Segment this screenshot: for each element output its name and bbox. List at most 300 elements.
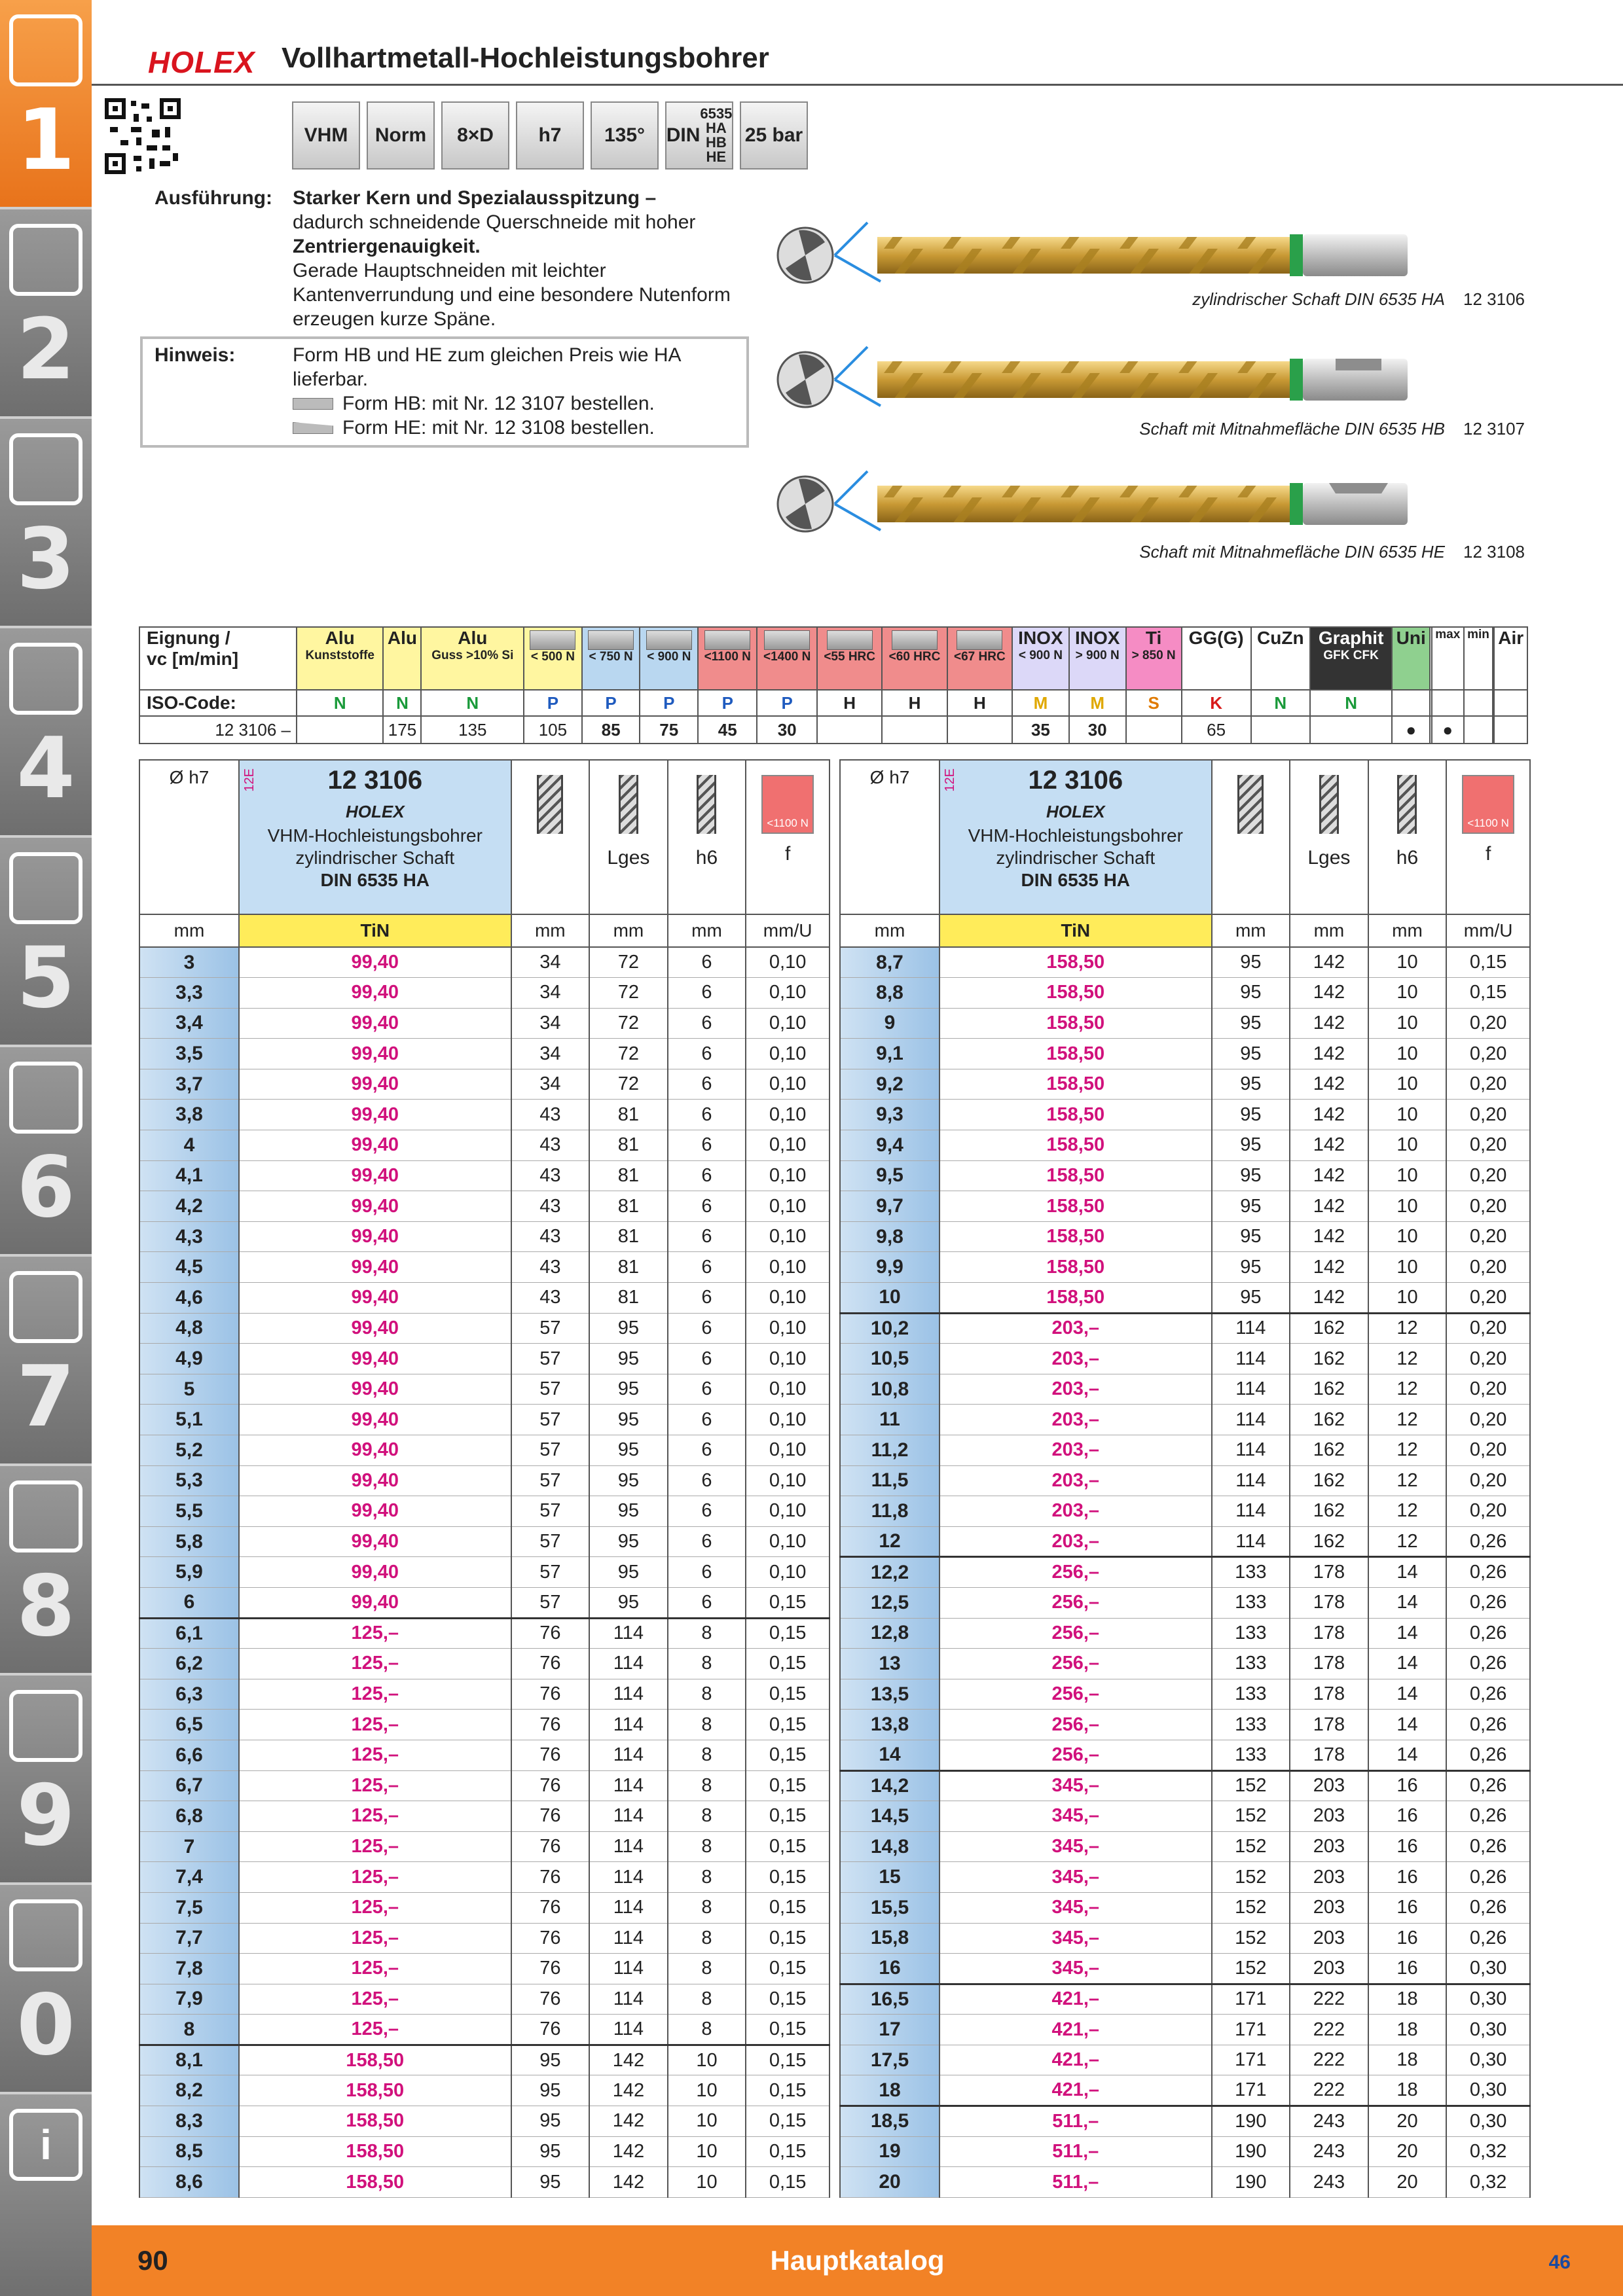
price: 99,40 — [239, 1191, 511, 1222]
table-row[interactable] — [139, 1496, 830, 1527]
shank-diameter: 12 — [1368, 1313, 1447, 1344]
shank-diameter: 6 — [668, 947, 746, 978]
table-row[interactable] — [840, 1039, 1530, 1069]
diameter: 5 — [139, 1374, 239, 1405]
table-row[interactable] — [139, 1679, 830, 1710]
diameter: 20 — [840, 2167, 939, 2198]
article-header: 12E 12 3106 HOLEX VHM-Hochleistungsbohrer zylindrischer Schaft DIN 6535 HA — [939, 760, 1212, 914]
cabinet-icon — [9, 1690, 82, 1762]
iso-code — [1494, 690, 1527, 716]
feed: 0,10 — [746, 1252, 830, 1283]
info-icon: i — [9, 2109, 82, 2181]
feed: 0,20 — [1446, 1069, 1530, 1100]
diameter: 9,9 — [840, 1252, 939, 1283]
price: 256,– — [939, 1557, 1212, 1588]
table-row[interactable] — [840, 1801, 1530, 1832]
diameter-header: Ø h7 — [139, 760, 239, 914]
chapter-tab-i[interactable] — [0, 2094, 92, 2296]
shank-diameter: 8 — [668, 1679, 746, 1710]
diameter: 14 — [840, 1740, 939, 1770]
total-length: 81 — [589, 1252, 668, 1283]
table-row[interactable] — [139, 1923, 830, 1954]
table-row[interactable] — [840, 1984, 1530, 2015]
cutting-speed: 135 — [421, 716, 524, 744]
diameter: 9 — [840, 1008, 939, 1039]
diameter: 8,5 — [139, 2136, 239, 2167]
table-row[interactable] — [139, 1221, 830, 1252]
shank-diameter: 14 — [1368, 1740, 1447, 1770]
table-row[interactable] — [840, 1160, 1530, 1191]
feed: 0,20 — [1446, 1221, 1530, 1252]
price: 158,50 — [239, 2075, 511, 2106]
flute-length: 76 — [511, 1740, 590, 1770]
price: 125,– — [239, 1618, 511, 1649]
feed: 0,10 — [746, 1557, 830, 1588]
eignung-row-label: 12 3106 – — [139, 716, 297, 744]
unit-cell: mm/U — [746, 914, 830, 947]
flute-length: 95 — [1212, 1100, 1290, 1130]
shank-diameter: 6 — [668, 978, 746, 1009]
table-row[interactable] — [840, 1313, 1530, 1344]
total-length: 114 — [589, 1801, 668, 1832]
chapter-tab-7[interactable] — [0, 1257, 92, 1466]
feed: 0,26 — [1446, 1526, 1530, 1557]
diameter: 9,5 — [840, 1160, 939, 1191]
shank-diameter: 12 — [1368, 1435, 1447, 1466]
table-row[interactable] — [840, 1526, 1530, 1557]
table-row[interactable] — [840, 1770, 1530, 1801]
shank-diameter: 6 — [668, 1496, 746, 1527]
material-column: <55 HRC — [817, 627, 882, 690]
table-row[interactable] — [840, 2136, 1530, 2167]
price: 158,50 — [939, 978, 1212, 1009]
table-row[interactable] — [840, 1618, 1530, 1649]
table-row[interactable] — [840, 1435, 1530, 1466]
table-row[interactable] — [139, 1618, 830, 1649]
table-row[interactable] — [840, 978, 1530, 1009]
table-row[interactable] — [139, 1984, 830, 2015]
diameter: 7,8 — [139, 1954, 239, 1984]
shank-diameter: 8 — [668, 1862, 746, 1893]
price: 158,50 — [939, 1160, 1212, 1191]
flute-length: 76 — [511, 1923, 590, 1954]
table-row[interactable] — [840, 1100, 1530, 1130]
table-row[interactable] — [139, 2045, 830, 2075]
table-row[interactable] — [840, 1649, 1530, 1679]
shank-diameter: 18 — [1368, 2045, 1447, 2075]
table-row[interactable] — [139, 1405, 830, 1435]
ausfuehrung-line: Gerade Hauptschneiden mit leichter — [293, 260, 606, 281]
table-row[interactable] — [139, 978, 830, 1009]
hinweis-line: Form HB: mit Nr. 12 3107 bestellen. — [342, 393, 655, 414]
feed: 0,15 — [746, 1770, 830, 1801]
iso-code: N — [297, 690, 383, 716]
material-column: Ti > 850 N — [1126, 627, 1182, 690]
diameter: 4 — [139, 1130, 239, 1161]
flute-length: 114 — [1212, 1435, 1290, 1466]
table-row[interactable] — [840, 2015, 1530, 2045]
total-length: 203 — [1290, 1862, 1368, 1893]
table-row[interactable] — [139, 1191, 830, 1222]
table-row[interactable] — [139, 1344, 830, 1374]
pictogram: h7 — [516, 101, 584, 170]
shank-diameter: 6 — [668, 1557, 746, 1588]
hinweis-line: Form HE: mit Nr. 12 3108 bestellen. — [342, 417, 655, 439]
table-row[interactable] — [840, 1221, 1530, 1252]
diameter: 14,2 — [840, 1770, 939, 1801]
price: 99,40 — [239, 1526, 511, 1557]
price: 203,– — [939, 1405, 1212, 1435]
table-row[interactable] — [139, 1100, 830, 1130]
total-length: 162 — [1290, 1313, 1368, 1344]
flute-length: 43 — [511, 1191, 590, 1222]
chapter-number: 9 — [16, 1767, 75, 1865]
table-row[interactable] — [139, 1252, 830, 1283]
chapter-tab-3[interactable] — [0, 419, 92, 628]
table-row[interactable] — [840, 1892, 1530, 1923]
price: 99,40 — [239, 1344, 511, 1374]
diameter: 9,8 — [840, 1221, 939, 1252]
table-row[interactable] — [840, 2075, 1530, 2106]
diameter: 12,8 — [840, 1618, 939, 1649]
table-row[interactable] — [840, 1069, 1530, 1100]
cutting-speed — [1251, 716, 1311, 744]
shank-diameter: 10 — [668, 2136, 746, 2167]
total-length: 162 — [1290, 1374, 1368, 1405]
total-length: 243 — [1290, 2136, 1368, 2167]
table-row[interactable] — [840, 1252, 1530, 1283]
feed: 0,15 — [746, 2045, 830, 2075]
total-length: 114 — [589, 1710, 668, 1740]
shank-diameter: 8 — [668, 1892, 746, 1923]
total-length: 95 — [589, 1526, 668, 1557]
diameter: 12 — [840, 1526, 939, 1557]
feed: 0,20 — [1446, 1100, 1530, 1130]
flute-length-header — [1212, 760, 1290, 914]
chapter-tab-2[interactable] — [0, 209, 92, 419]
chapter-number: 7 — [16, 1348, 75, 1446]
shank-diameter: 6 — [668, 1526, 746, 1557]
feed: 0,15 — [1446, 947, 1530, 978]
feed: 0,30 — [1446, 1954, 1530, 1984]
total-length: 81 — [589, 1160, 668, 1191]
table-row[interactable] — [139, 1710, 830, 1740]
total-length: 142 — [1290, 1069, 1368, 1100]
material-column: Uni — [1392, 627, 1430, 690]
total-length: 114 — [589, 1618, 668, 1649]
table-row[interactable] — [139, 2136, 830, 2167]
table-row[interactable] — [840, 1679, 1530, 1710]
flute-length: 76 — [511, 1954, 590, 1984]
flute-length: 171 — [1212, 2075, 1290, 2106]
price: 158,50 — [939, 1221, 1212, 1252]
flute-length: 57 — [511, 1465, 590, 1496]
feed: 0,10 — [746, 1435, 830, 1466]
table-row[interactable] — [139, 1435, 830, 1466]
table-row[interactable] — [840, 1923, 1530, 1954]
total-length: 203 — [1290, 1892, 1368, 1923]
shank-diameter: 10 — [1368, 1100, 1447, 1130]
total-length: 81 — [589, 1130, 668, 1161]
flute-length: 95 — [1212, 1039, 1290, 1069]
shank-diameter: 6 — [668, 1252, 746, 1283]
material-column: < 900 N — [640, 627, 698, 690]
feed: 0,30 — [1446, 2045, 1530, 2075]
chapter-tab-9[interactable] — [0, 1676, 92, 1885]
table-row[interactable] — [840, 947, 1530, 978]
iso-code: P — [698, 690, 757, 716]
table-row[interactable] — [139, 1862, 830, 1893]
diameter: 8,7 — [840, 947, 939, 978]
price: 256,– — [939, 1679, 1212, 1710]
table-row[interactable] — [139, 2106, 830, 2137]
shank-diameter: 8 — [668, 1710, 746, 1740]
shank-diameter: 18 — [1368, 1984, 1447, 2015]
table-row[interactable] — [139, 1831, 830, 1862]
ausfuehrung-line: erzeugen kurze Späne. — [293, 308, 496, 330]
table-row[interactable] — [840, 2167, 1530, 2198]
total-length: 95 — [589, 1374, 668, 1405]
table-row[interactable] — [139, 1587, 830, 1618]
table-row[interactable] — [840, 1130, 1530, 1161]
chapter-tab-5[interactable] — [0, 838, 92, 1047]
iso-code: N — [383, 690, 421, 716]
hinweis-text — [293, 343, 738, 440]
chapter-tab-1[interactable] — [0, 0, 92, 209]
feed: 0,15 — [746, 1740, 830, 1770]
diameter: 5,1 — [139, 1405, 239, 1435]
flute-length: 95 — [1212, 1221, 1290, 1252]
diameter: 3,4 — [139, 1008, 239, 1039]
total-length: 162 — [1290, 1465, 1368, 1496]
price: 203,– — [939, 1526, 1212, 1557]
diameter: 6,7 — [139, 1770, 239, 1801]
price: 158,50 — [939, 1191, 1212, 1222]
table-row[interactable] — [139, 1313, 830, 1344]
feed: 0,20 — [1446, 1130, 1530, 1161]
chapter-tab-6[interactable] — [0, 1047, 92, 1257]
diameter: 6 — [139, 1587, 239, 1618]
chapter-tab-4[interactable] — [0, 628, 92, 838]
diameter: 15 — [840, 1862, 939, 1893]
diameter: 7,4 — [139, 1862, 239, 1893]
table-row[interactable] — [840, 1008, 1530, 1039]
material-column: <60 HRC — [882, 627, 947, 690]
table-row[interactable] — [840, 2045, 1530, 2075]
flute-length: 95 — [1212, 1252, 1290, 1283]
chapter-number: 1 — [16, 92, 75, 189]
table-row[interactable] — [840, 1710, 1530, 1740]
feed: 0,15 — [746, 2136, 830, 2167]
table-row[interactable] — [139, 1008, 830, 1039]
feed: 0,20 — [1446, 1465, 1530, 1496]
table-row[interactable] — [139, 947, 830, 978]
table-row[interactable] — [840, 1191, 1530, 1222]
flute-length: 133 — [1212, 1740, 1290, 1770]
flute-length: 190 — [1212, 2106, 1290, 2137]
shank-diameter: 6 — [668, 1374, 746, 1405]
price: 203,– — [939, 1374, 1212, 1405]
material-column: Alu Guss >10% Si — [421, 627, 524, 690]
diameter: 10,5 — [840, 1344, 939, 1374]
price: 125,– — [239, 2015, 511, 2045]
feed: 0,26 — [1446, 1587, 1530, 1618]
table-row[interactable] — [840, 1496, 1530, 1527]
price: 345,– — [939, 1892, 1212, 1923]
price: 125,– — [239, 1954, 511, 1984]
cutting-speed — [1464, 716, 1493, 744]
eignung-table — [139, 626, 1528, 744]
feed: 0,15 — [746, 2167, 830, 2198]
diameter: 13,5 — [840, 1679, 939, 1710]
iso-code: S — [1126, 690, 1182, 716]
price: 203,– — [939, 1496, 1212, 1527]
flute-length: 95 — [511, 2075, 590, 2106]
total-length: 142 — [1290, 978, 1368, 1009]
flute-length: 114 — [1212, 1465, 1290, 1496]
table-row[interactable] — [139, 2075, 830, 2106]
drill-caption-hb: Schaft mit Mitnahmefläche DIN 6535 HB 12 3107 — [1139, 419, 1525, 439]
table-row[interactable] — [139, 1770, 830, 1801]
shank-diameter: 6 — [668, 1313, 746, 1344]
total-length: 81 — [589, 1191, 668, 1222]
total-length: 203 — [1290, 1801, 1368, 1832]
flute-length: 152 — [1212, 1862, 1290, 1893]
flute-length: 95 — [1212, 1160, 1290, 1191]
flute-length: 76 — [511, 2015, 590, 2045]
table-row[interactable] — [840, 1740, 1530, 1770]
feed: 0,15 — [746, 1984, 830, 2015]
material-column: Graphit GFK CFK — [1310, 627, 1392, 690]
table-row[interactable] — [139, 1069, 830, 1100]
table-row[interactable] — [139, 1283, 830, 1314]
total-length: 95 — [589, 1496, 668, 1527]
product-table-right — [839, 759, 1531, 2198]
safety-glasses-icon — [9, 1899, 82, 1971]
total-length: 142 — [589, 2075, 668, 2106]
diameter: 13 — [840, 1649, 939, 1679]
total-length: 114 — [589, 1862, 668, 1893]
material-column: < 500 N — [524, 627, 582, 690]
table-row[interactable] — [139, 1374, 830, 1405]
flute-length: 95 — [1212, 947, 1290, 978]
flute-length: 57 — [511, 1313, 590, 1344]
iso-code: P — [524, 690, 582, 716]
feed: 0,10 — [746, 1039, 830, 1069]
table-row[interactable] — [840, 2106, 1530, 2137]
shank-diameter: 6 — [668, 1435, 746, 1466]
feed: 0,15 — [746, 1801, 830, 1832]
table-row[interactable] — [139, 1740, 830, 1770]
shank-diameter: 6 — [668, 1039, 746, 1069]
flute-length: 43 — [511, 1252, 590, 1283]
total-length: 178 — [1290, 1557, 1368, 1588]
material-column: INOX < 900 N — [1012, 627, 1069, 690]
table-row[interactable] — [840, 1374, 1530, 1405]
diameter: 12,5 — [840, 1587, 939, 1618]
shank-diameter: 10 — [1368, 1283, 1447, 1314]
cutting-speed — [1126, 716, 1182, 744]
table-row[interactable] — [840, 1587, 1530, 1618]
total-length: 95 — [589, 1587, 668, 1618]
diameter: 5,9 — [139, 1557, 239, 1588]
material-column: < 750 N — [582, 627, 640, 690]
table-row[interactable] — [840, 1831, 1530, 1862]
price: 421,– — [939, 2075, 1212, 2106]
chapter-tab-8[interactable] — [0, 1466, 92, 1676]
feed: 0,26 — [1446, 1740, 1530, 1770]
pliers-icon — [9, 1271, 82, 1343]
table-row[interactable] — [139, 1465, 830, 1496]
flute-length: 95 — [511, 2106, 590, 2137]
ausfuehrung-line: Starker Kern und Spezialausspitzung – — [293, 187, 657, 209]
price: 158,50 — [939, 947, 1212, 978]
iso-code: N — [1310, 690, 1392, 716]
shank-diameter: 18 — [1368, 2075, 1447, 2106]
table-row[interactable] — [139, 1130, 830, 1161]
table-row[interactable] — [840, 1465, 1530, 1496]
total-length: 95 — [589, 1344, 668, 1374]
table-row[interactable] — [139, 1039, 830, 1069]
diameter: 8,3 — [139, 2106, 239, 2137]
total-length: 72 — [589, 1008, 668, 1039]
shank-diameter: 8 — [668, 1740, 746, 1770]
total-length: 178 — [1290, 1710, 1368, 1740]
table-row[interactable] — [139, 1526, 830, 1557]
table-row[interactable] — [139, 1557, 830, 1588]
iso-code: M — [1069, 690, 1126, 716]
price: 256,– — [939, 1618, 1212, 1649]
shank-diameter: 18 — [1368, 2015, 1447, 2045]
feed: 0,10 — [746, 978, 830, 1009]
price: 158,50 — [939, 1252, 1212, 1283]
cutting-speed — [1310, 716, 1392, 744]
feed: 0,15 — [746, 1679, 830, 1710]
qr-code-icon[interactable] — [105, 98, 181, 174]
table-row[interactable] — [139, 1160, 830, 1191]
table-row[interactable] — [840, 1283, 1530, 1314]
total-length: 72 — [589, 978, 668, 1009]
table-row[interactable] — [139, 1954, 830, 1984]
table-row[interactable] — [840, 1344, 1530, 1374]
pictogram: DIN 6535 HA HB HE — [665, 101, 733, 170]
table-row[interactable] — [139, 2015, 830, 2045]
cutting-speed — [297, 716, 383, 744]
feed: 0,10 — [746, 1160, 830, 1191]
shank-diameter: 20 — [1368, 2136, 1447, 2167]
table-row[interactable] — [840, 1557, 1530, 1588]
total-length: 203 — [1290, 1923, 1368, 1954]
chapter-tab-0[interactable] — [0, 1885, 92, 2094]
feed: 0,20 — [1446, 1252, 1530, 1283]
table-row[interactable] — [139, 1649, 830, 1679]
total-length: 142 — [589, 2106, 668, 2137]
flute-length: 34 — [511, 1039, 590, 1069]
flute-length: 114 — [1212, 1374, 1290, 1405]
table-row[interactable] — [840, 1862, 1530, 1893]
table-row[interactable] — [139, 2167, 830, 2198]
shank-diameter: 8 — [668, 1770, 746, 1801]
table-row[interactable] — [139, 1801, 830, 1832]
table-row[interactable] — [139, 1892, 830, 1923]
unit-cell: mm — [840, 914, 939, 947]
table-row[interactable] — [840, 1405, 1530, 1435]
flute-length: 43 — [511, 1130, 590, 1161]
table-row[interactable] — [840, 1954, 1530, 1984]
diameter: 17 — [840, 2015, 939, 2045]
cutting-speed — [882, 716, 947, 744]
feed: 0,20 — [1446, 1374, 1530, 1405]
